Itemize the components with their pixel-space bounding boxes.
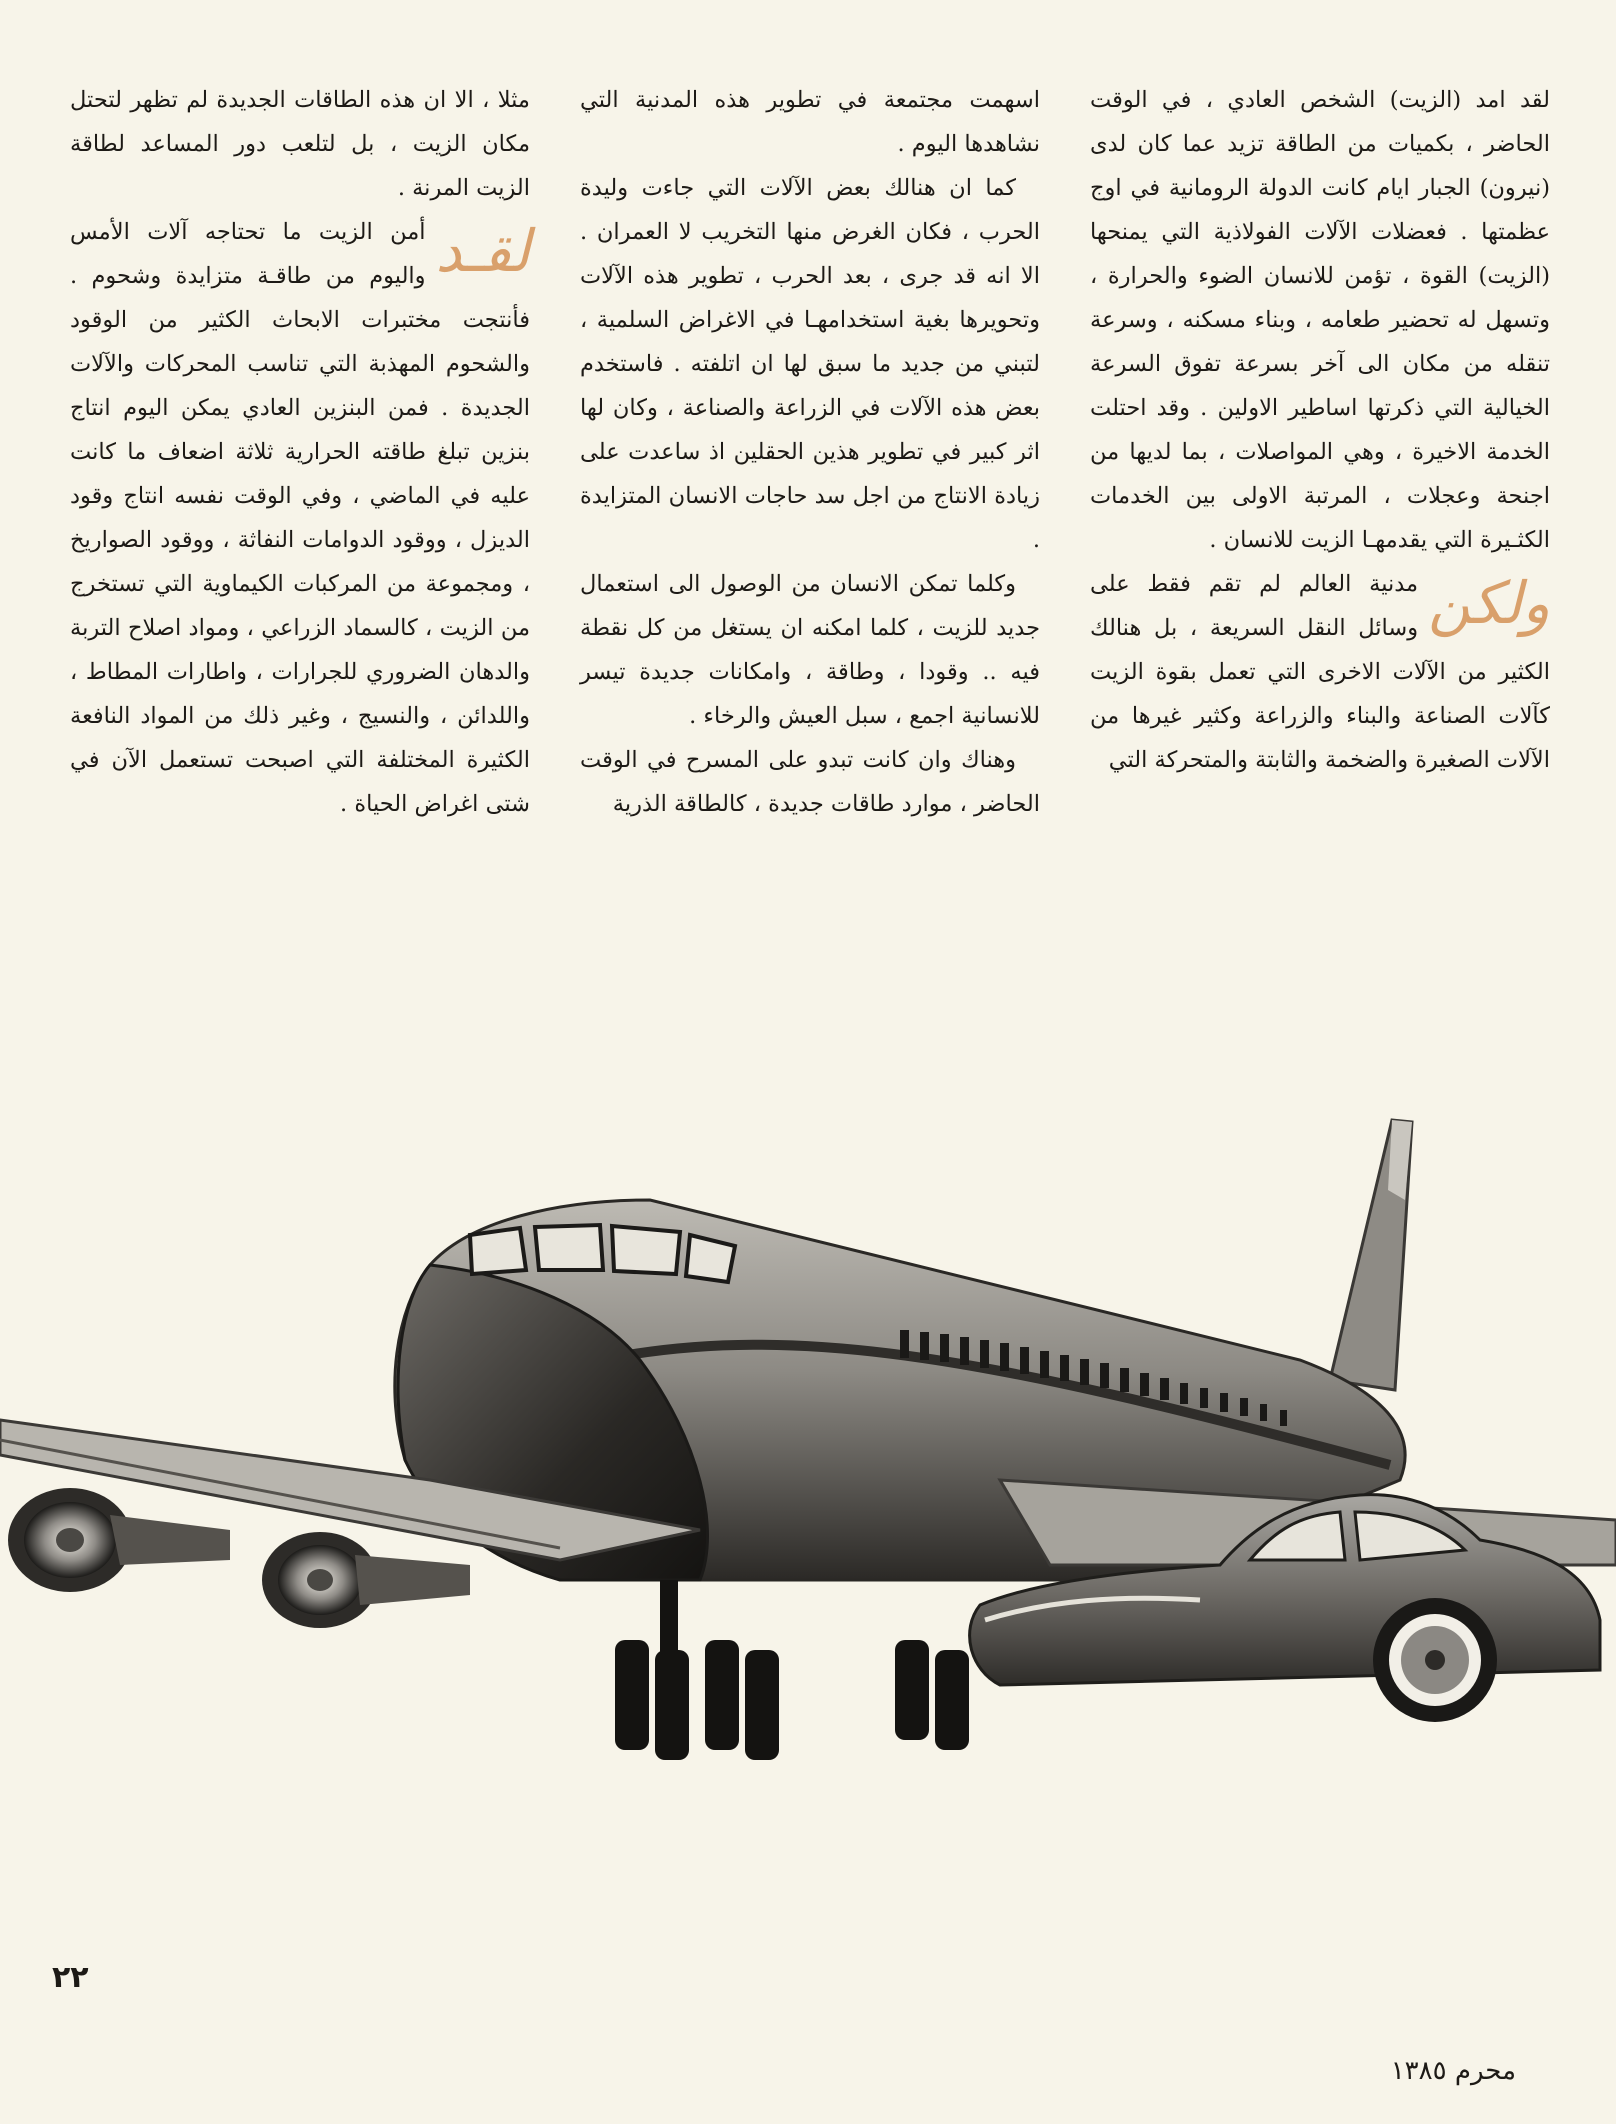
dropcap-word: ولكن bbox=[1428, 569, 1550, 637]
text-columns bbox=[70, 78, 1550, 818]
paragraph: مثلا ، الا ان هذه الطاقات الجديدة لم تظهر لتحتل مكان الزيت ، بل لتلعب دور المساعد لطاقة الزيت المرنة . bbox=[70, 87, 530, 201]
airplane-landing-gear bbox=[615, 1580, 969, 1760]
column-middle bbox=[580, 78, 1040, 818]
paragraph: كما ان هنالك بعض الآلات التي جاءت وليدة الحرب ، فكان الغرض منها التخريب لا العمران . الا انه قد جرى ، بعد الحرب ، تطوير هذه الآلات وتحويرها بغية استخدامهـا في الاغراض السلمية ، لتبني من جديد ما سبق لها ان اتلفته . فاستخدم بعض هذه الآلات في الزراعة والصناعة ، وكان لها اثر كبير في تطوير هذين الحقلين اذ ساعدت على زيادة الانتاج من اجل سد حاجات الانسان المتزايدة . bbox=[580, 175, 1040, 553]
paragraph-text: مدنية العالم لم تقم فقط على وسائل النقل السريعة ، بل هنالك الكثير من الآلات الاخرى التي تعمل بقوة الزيت كآلات الصناعة والبناء والزراعة وكثير غيرها من الآلات الصغيرة والضخمة والثابتة والمتحركة التي bbox=[1090, 571, 1550, 773]
paragraph: وهناك وان كانت تبدو على المسرح في الوقت الحاضر ، موارد طاقات جديدة ، كالطاقة الذرية bbox=[580, 747, 1040, 817]
column-right bbox=[1090, 78, 1550, 818]
page-number: ٢٢ bbox=[52, 1960, 89, 1995]
paragraph: وكلما تمكن الانسان من الوصول الى استعمال جديد للزيت ، كلما امكنه ان يستغل من كل نقطة فيه .. وقودا ، وطاقة ، وامكانات جديدة تيسر للانسانية اجمع ، سبل العيش والرخاء . bbox=[580, 571, 1040, 729]
dropcap-word: لقـد bbox=[435, 217, 530, 285]
airplane-tail bbox=[1330, 1120, 1412, 1390]
paragraph: لقد امد (الزيت) الشخص العادي ، في الوقت الحاضر ، بكميات من الطاقة تزيد عما كان لدى (نيرون) الجبار ايام كانت الدولة الرومانية في اوج عظمتها . فعضلات الآلات الفولاذية التي يمنحها (الزيت) القوة ، تؤمن للانسان الضوء والحرارة ، وتسهل له تحضير طعامه ، وبناء مسكنه ، وسرعة تنقله من مكان الى آخر بسرعة تفوق السرعة الخيالية التي ذكرتها اساطير الاولين . وقد احتلت الخدمة الاخيرة ، وهي المواصلات ، بما لديها من اجنحة وعجلات ، المرتبة الاولى بين الخدمات الكثـيرة التي يقدمهـا الزيت للانسان . bbox=[1090, 87, 1550, 553]
paragraph-with-dropcap bbox=[1090, 562, 1550, 782]
column-left bbox=[70, 78, 530, 818]
paragraph-text: أمن الزيت ما تحتاجه آلات الأمس واليوم من طاقـة متزايدة وشحوم . فأنتجت مختبرات الابحاث الكثير من الوقود والشحوم المهذبة التي تناسب المحركات والآلات الجديدة . فمن البنزين العادي يمكن اليوم انتاج بنزين تبلغ طاقته الحرارية ثلاثة اضعاف ما كانت عليه في الماضي ، وفي الوقت نفسه انتاج وقود الديزل ، ووقود الدوامات النفاثة ، ووقود الصواريخ ، ومجموعة من المركبات الكيماوية التي تستخرج من الزيت ، كالسماد الزراعي ، ومواد اصلاح التربة والدهان الضروري للجرارات ، واطارات المطاط ، واللدائن ، والنسيج ، وغير ذلك من المواد النافعة الكثيرة المختلفة التي اصبحت تستعمل الآن في شتى اغراض الحياة . bbox=[70, 219, 530, 817]
airplane-car-illustration bbox=[0, 1060, 1616, 1880]
paragraph: اسهمت مجتمعة في تطوير هذه المدنية التي نشاهدها اليوم . bbox=[580, 87, 1040, 157]
paragraph-with-dropcap bbox=[70, 210, 530, 826]
issue-date: محرم ١٣٨٥ bbox=[1390, 2056, 1516, 2086]
